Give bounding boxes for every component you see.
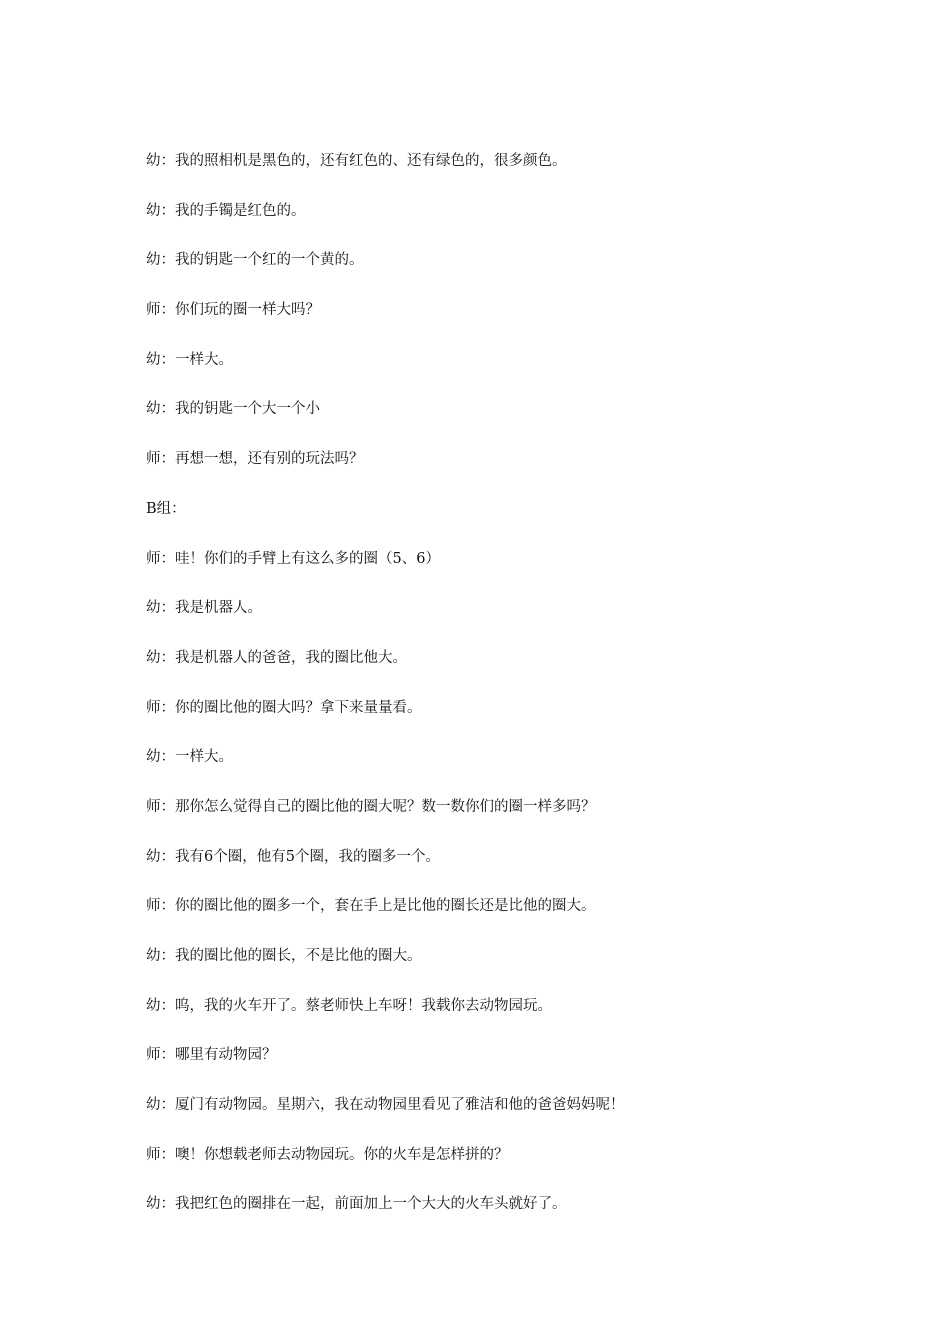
paragraph: 幼：我的圈比他的圈长，不是比他的圈大。 <box>146 948 422 964</box>
paragraph: 师：你的圈比他的圈大吗？拿下来量量看。 <box>146 699 422 716</box>
paragraph: 幼：呜，我的火车开了。蔡老师快上车呀！我载你去动物园玩。 <box>146 997 552 1014</box>
document-body <box>146 149 826 1242</box>
paragraph: 师：哪里有动物园？ <box>146 1047 277 1064</box>
paragraph: 幼：厦门有动物园。星期六，我在动物园里看见了雅洁和他的爸爸妈妈呢！ <box>146 1097 625 1114</box>
paragraph: 幼：我有6个圈，他有5个圈，我的圈多一个。 <box>146 848 440 865</box>
paragraph: 师：你的圈比他的圈多一个，套在手上是比他的圈长还是比他的圈大。 <box>146 898 596 915</box>
paragraph: 师：你们玩的圈一样大吗？ <box>146 302 320 319</box>
section-heading: B组： <box>146 500 186 517</box>
paragraph: 幼：我是机器人的爸爸，我的圈比他大。 <box>146 649 407 666</box>
paragraph: 幼：我的钥匙一个红的一个黄的。 <box>146 252 364 269</box>
paragraph: 幼：我把红色的圈排在一起，前面加上一个大大的火车头就好了。 <box>146 1196 567 1213</box>
paragraph: 师：再想一想，还有别的玩法吗？ <box>146 451 364 468</box>
paragraph: 幼：我的手镯是红色的。 <box>146 202 306 219</box>
paragraph: 幼：我是机器人。 <box>146 600 262 617</box>
paragraph: 幼：我的钥匙一个大一个小 <box>146 401 320 418</box>
paragraph: 幼：一样大。 <box>146 351 233 368</box>
paragraph: 幼：一样大。 <box>146 749 233 766</box>
paragraph: 幼：我的照相机是黑色的，还有红色的、还有绿色的，很多颜色。 <box>146 153 567 169</box>
paragraph: 师：哇！你们的手臂上有这么多的圈（5、6） <box>146 550 440 567</box>
paragraph: 师：那你怎么觉得自己的圈比他的圈大呢？数一数你们的圈一样多吗？ <box>146 798 596 815</box>
paragraph: 师：噢！你想载老师去动物园玩。你的火车是怎样拼的？ <box>146 1146 509 1163</box>
